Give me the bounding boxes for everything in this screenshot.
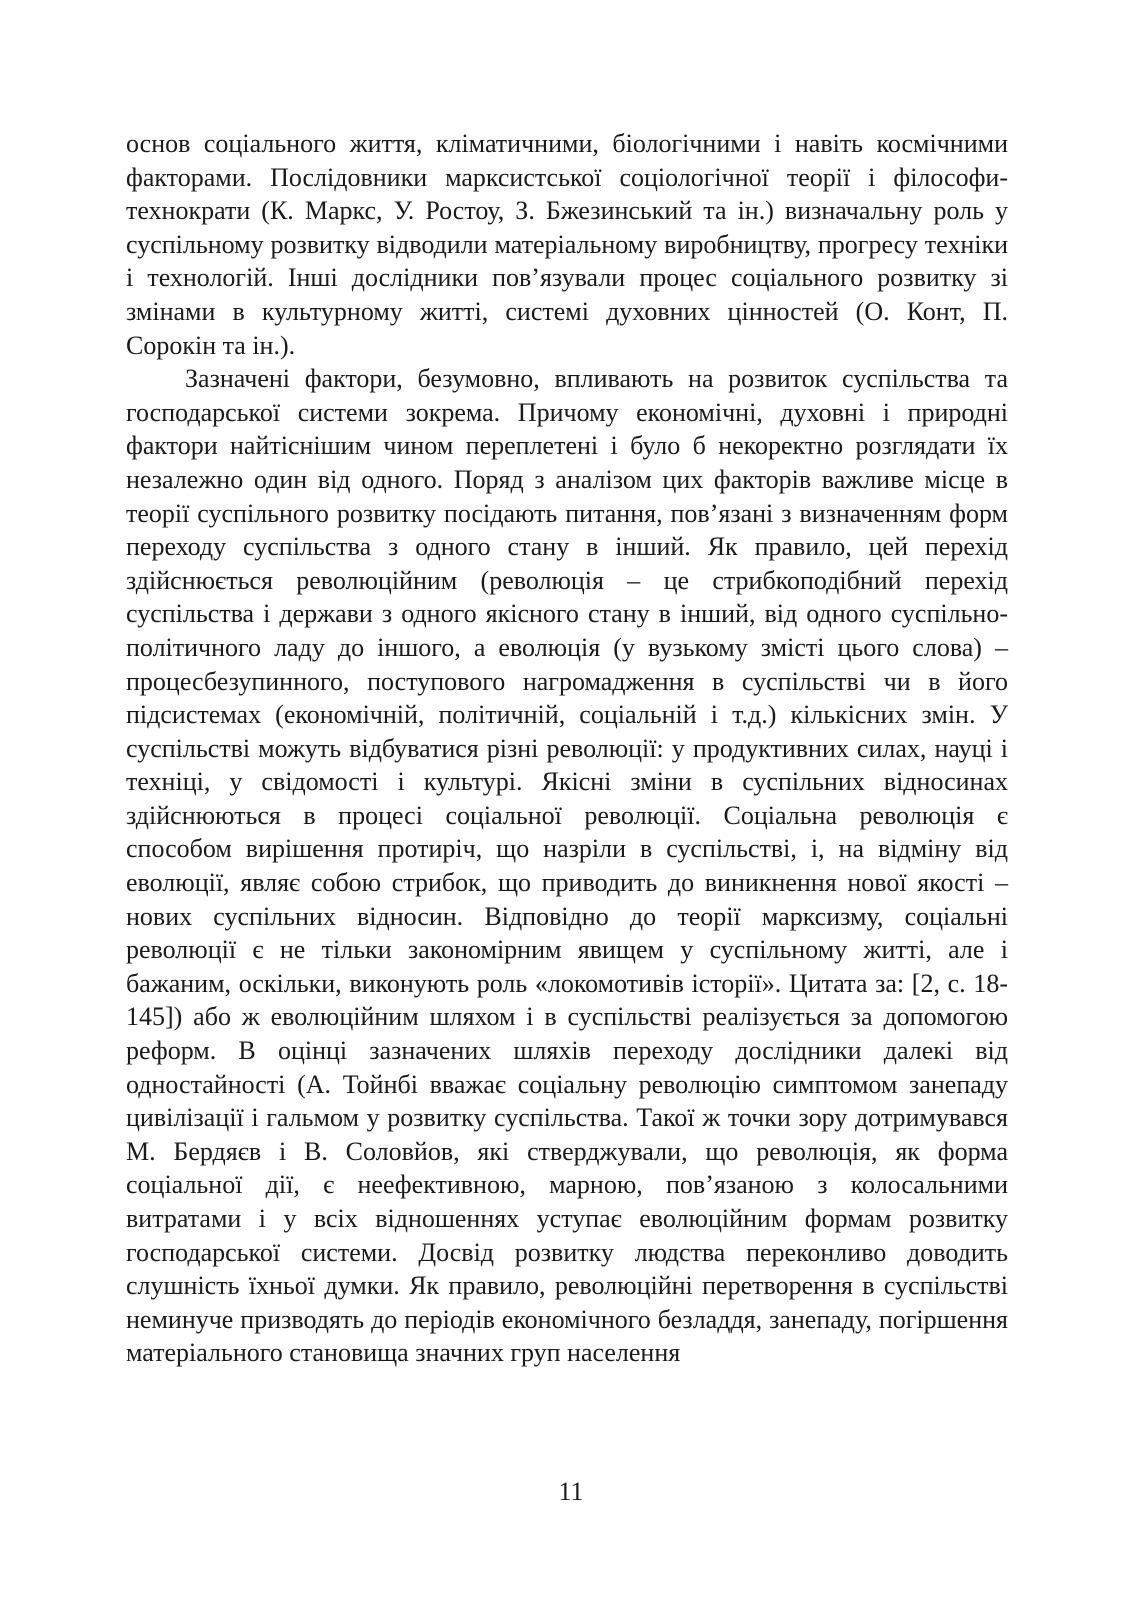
body-text — [126, 127, 1008, 1370]
page-number: 11 — [558, 1477, 584, 1506]
paragraph-continuation: основ соціального життя, кліматичними, біологічними і навіть космічними факторами. Послідовники марксистської соціологічної теорії і філософи-технократи (К. Маркс, У. Ростоу, З. Бжезинський та ін.) визначальну роль у суспільному розвитку відводили матеріальному виробництву, прогресу техніки і технологій. Інші дослідники пов’язували процес соціального розвитку зі змінами в культурному житті, системі духовних цінностей (О. Конт, П. Сорокін та ін.). — [126, 129, 1008, 360]
paragraph-factors: Зазначені фактори, безумовно, впливають на розвиток суспільства та господарської системи зокрема. Причому економічні, духовні і природні фактори найтіснішим чином переплетені і було б некоректно розглядати їх незалежно один від одного. Поряд з аналізом цих факторів важливе місце в теорії суспільного розвитку посідають питання, пов’язані з визначенням форм переходу суспільства з одного стану в інший. Як правило, цей перехід здійснюється революційним (революція – це стрибкоподібний перехід суспільства і держави з одного якісного стану в інший, від одного суспільно-політичного ладу до іншого, а еволюція (у вузькому змісті цього слова) – процесбезупинного, поступового нагромадження в суспільстві чи в його підсистемах (економічній, політичній, соціальній і т.д.) кількісних змін. У суспільстві можуть відбуватися різні революції: у продуктивних силах, науці і техніці, у свідомості і культурі. Якісні зміни в суспільних відносинах здійснюються в процесі соціальної революції. Соціальна революція є способом вирішення протиріч, що назріли в суспільстві, і, на відміну від еволюції, являє собою стрибок, що приводить до виникнення нової якості – нових суспільних відносин. Відповідно до теорії марксизму, соціальні революції є не тільки закономірним явищем у суспільному житті, але і бажаним, оскільки, виконують роль «локомотивів історії». Цитата за: [2, с. 18-145]) або ж еволюційним шляхом і в суспільстві реалізується за допомогою реформ. В оцінці зазначених шляхів переходу дослідники далекі від одностайності (А. Тойнбі вважає соціальну революцію симптомом занепаду цивілізації і гальмом у розвитку суспільства. Такої ж точки зору дотримувався М. Бердяєв і В. Соловйов, які стверджували, що революція, як форма соціальної дії, є неефективною, марною, пов’язаною з колосальними витратами і у всіх відношеннях уступає еволюційним формам розвитку господарської системи. Досвід розвитку людства переконливо доводить слушність їхньої думки. Як правило, революційні перетворення в суспільстві неминуче призводять до періодів економічного безладдя, занепаду, погіршення матеріального становища значних груп населення — [126, 364, 1008, 1368]
